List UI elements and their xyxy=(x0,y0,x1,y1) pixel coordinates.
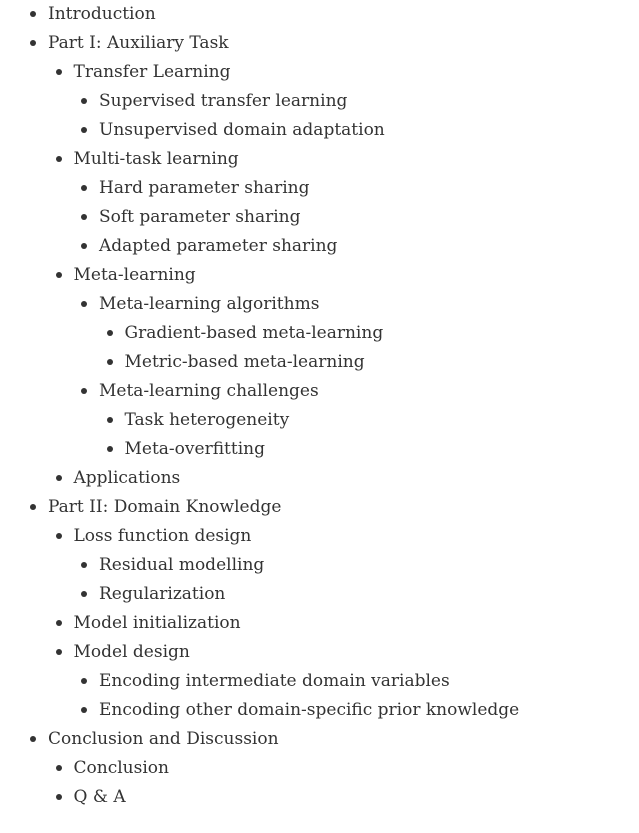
bullet-icon xyxy=(56,620,62,626)
bullet-icon xyxy=(81,214,87,220)
outline-item-label: Soft parameter sharing xyxy=(99,207,301,227)
outline-item-label: Part II: Domain Knowledge xyxy=(48,497,282,517)
outline-item-label: Conclusion xyxy=(73,758,169,778)
outline-item xyxy=(0,580,639,609)
outline-item xyxy=(0,464,639,493)
outline-item-label: Supervised transfer learning xyxy=(99,91,348,111)
bullet-icon xyxy=(107,446,113,452)
bullet-icon xyxy=(81,562,87,568)
outline-item xyxy=(0,58,639,87)
outline-item-label: Encoding intermediate domain variables xyxy=(99,671,450,691)
outline-item-label: Meta-learning challenges xyxy=(99,381,319,401)
outline-item-label: Meta-overfitting xyxy=(124,439,265,459)
outline-item-label: Q & A xyxy=(73,787,126,807)
outline-item-label: Task heterogeneity xyxy=(124,410,290,430)
outline-item-label: Loss function design xyxy=(73,526,252,546)
bullet-icon xyxy=(30,40,36,46)
outline-item xyxy=(0,319,639,348)
outline-item xyxy=(0,174,639,203)
outline-item xyxy=(0,0,639,29)
bullet-icon xyxy=(30,504,36,510)
outline-item xyxy=(0,725,639,754)
bullet-icon xyxy=(81,243,87,249)
outline-item xyxy=(0,203,639,232)
bullet-icon xyxy=(81,98,87,104)
outline-item xyxy=(0,377,639,406)
outline-item xyxy=(0,435,639,464)
outline-item xyxy=(0,638,639,667)
outline-item xyxy=(0,348,639,377)
outline-item xyxy=(0,696,639,725)
outline-item-label: Model design xyxy=(73,642,190,662)
bullet-icon xyxy=(107,330,113,336)
bullet-icon xyxy=(81,678,87,684)
outline-item-label: Regularization xyxy=(99,584,226,604)
outline-item xyxy=(0,551,639,580)
outline-item xyxy=(0,116,639,145)
outline-item xyxy=(0,667,639,696)
outline-item-label: Adapted parameter sharing xyxy=(99,236,338,256)
outline-item xyxy=(0,783,639,812)
outline-item xyxy=(0,754,639,783)
bullet-icon xyxy=(81,388,87,394)
outline-item-label: Transfer Learning xyxy=(73,62,231,82)
outline-item xyxy=(0,290,639,319)
outline-item-label: Encoding other domain-specific prior knowledge xyxy=(99,700,520,720)
outline-item-label: Unsupervised domain adaptation xyxy=(99,120,385,140)
bullet-icon xyxy=(56,475,62,481)
bullet-icon xyxy=(81,185,87,191)
outline-item xyxy=(0,87,639,116)
outline-item-label: Meta-learning xyxy=(73,265,196,285)
bullet-icon xyxy=(81,301,87,307)
outline-item-label: Meta-learning algorithms xyxy=(99,294,320,314)
bullet-icon xyxy=(107,417,113,423)
outline-item xyxy=(0,522,639,551)
bullet-icon xyxy=(56,69,62,75)
bullet-icon xyxy=(107,359,113,365)
bullet-icon xyxy=(81,707,87,713)
bullet-icon xyxy=(56,794,62,800)
outline-item-label: Hard parameter sharing xyxy=(99,178,310,198)
bullet-icon xyxy=(81,127,87,133)
bullet-icon xyxy=(56,533,62,539)
bullet-icon xyxy=(30,736,36,742)
bullet-icon xyxy=(30,11,36,17)
outline-item xyxy=(0,261,639,290)
outline-item-label: Part I: Auxiliary Task xyxy=(48,33,229,53)
bullet-icon xyxy=(56,765,62,771)
outline-item-label: Residual modelling xyxy=(99,555,265,575)
outline-item-label: Conclusion and Discussion xyxy=(48,729,279,749)
outline-item-label: Metric-based meta-learning xyxy=(124,352,365,372)
outline-item-label: Introduction xyxy=(48,4,156,24)
outline-item-label: Multi-task learning xyxy=(73,149,239,169)
outline-item-label: Gradient-based meta-learning xyxy=(124,323,384,343)
bullet-icon xyxy=(56,272,62,278)
outline-item xyxy=(0,29,639,58)
outline-item xyxy=(0,145,639,174)
outline-item xyxy=(0,406,639,435)
bullet-icon xyxy=(81,591,87,597)
outline-item xyxy=(0,493,639,522)
bullet-icon xyxy=(56,156,62,162)
outline-item-label: Applications xyxy=(73,468,181,488)
bullet-icon xyxy=(56,649,62,655)
outline-item xyxy=(0,232,639,261)
outline-item-label: Model initialization xyxy=(73,613,241,633)
outline-item xyxy=(0,609,639,638)
